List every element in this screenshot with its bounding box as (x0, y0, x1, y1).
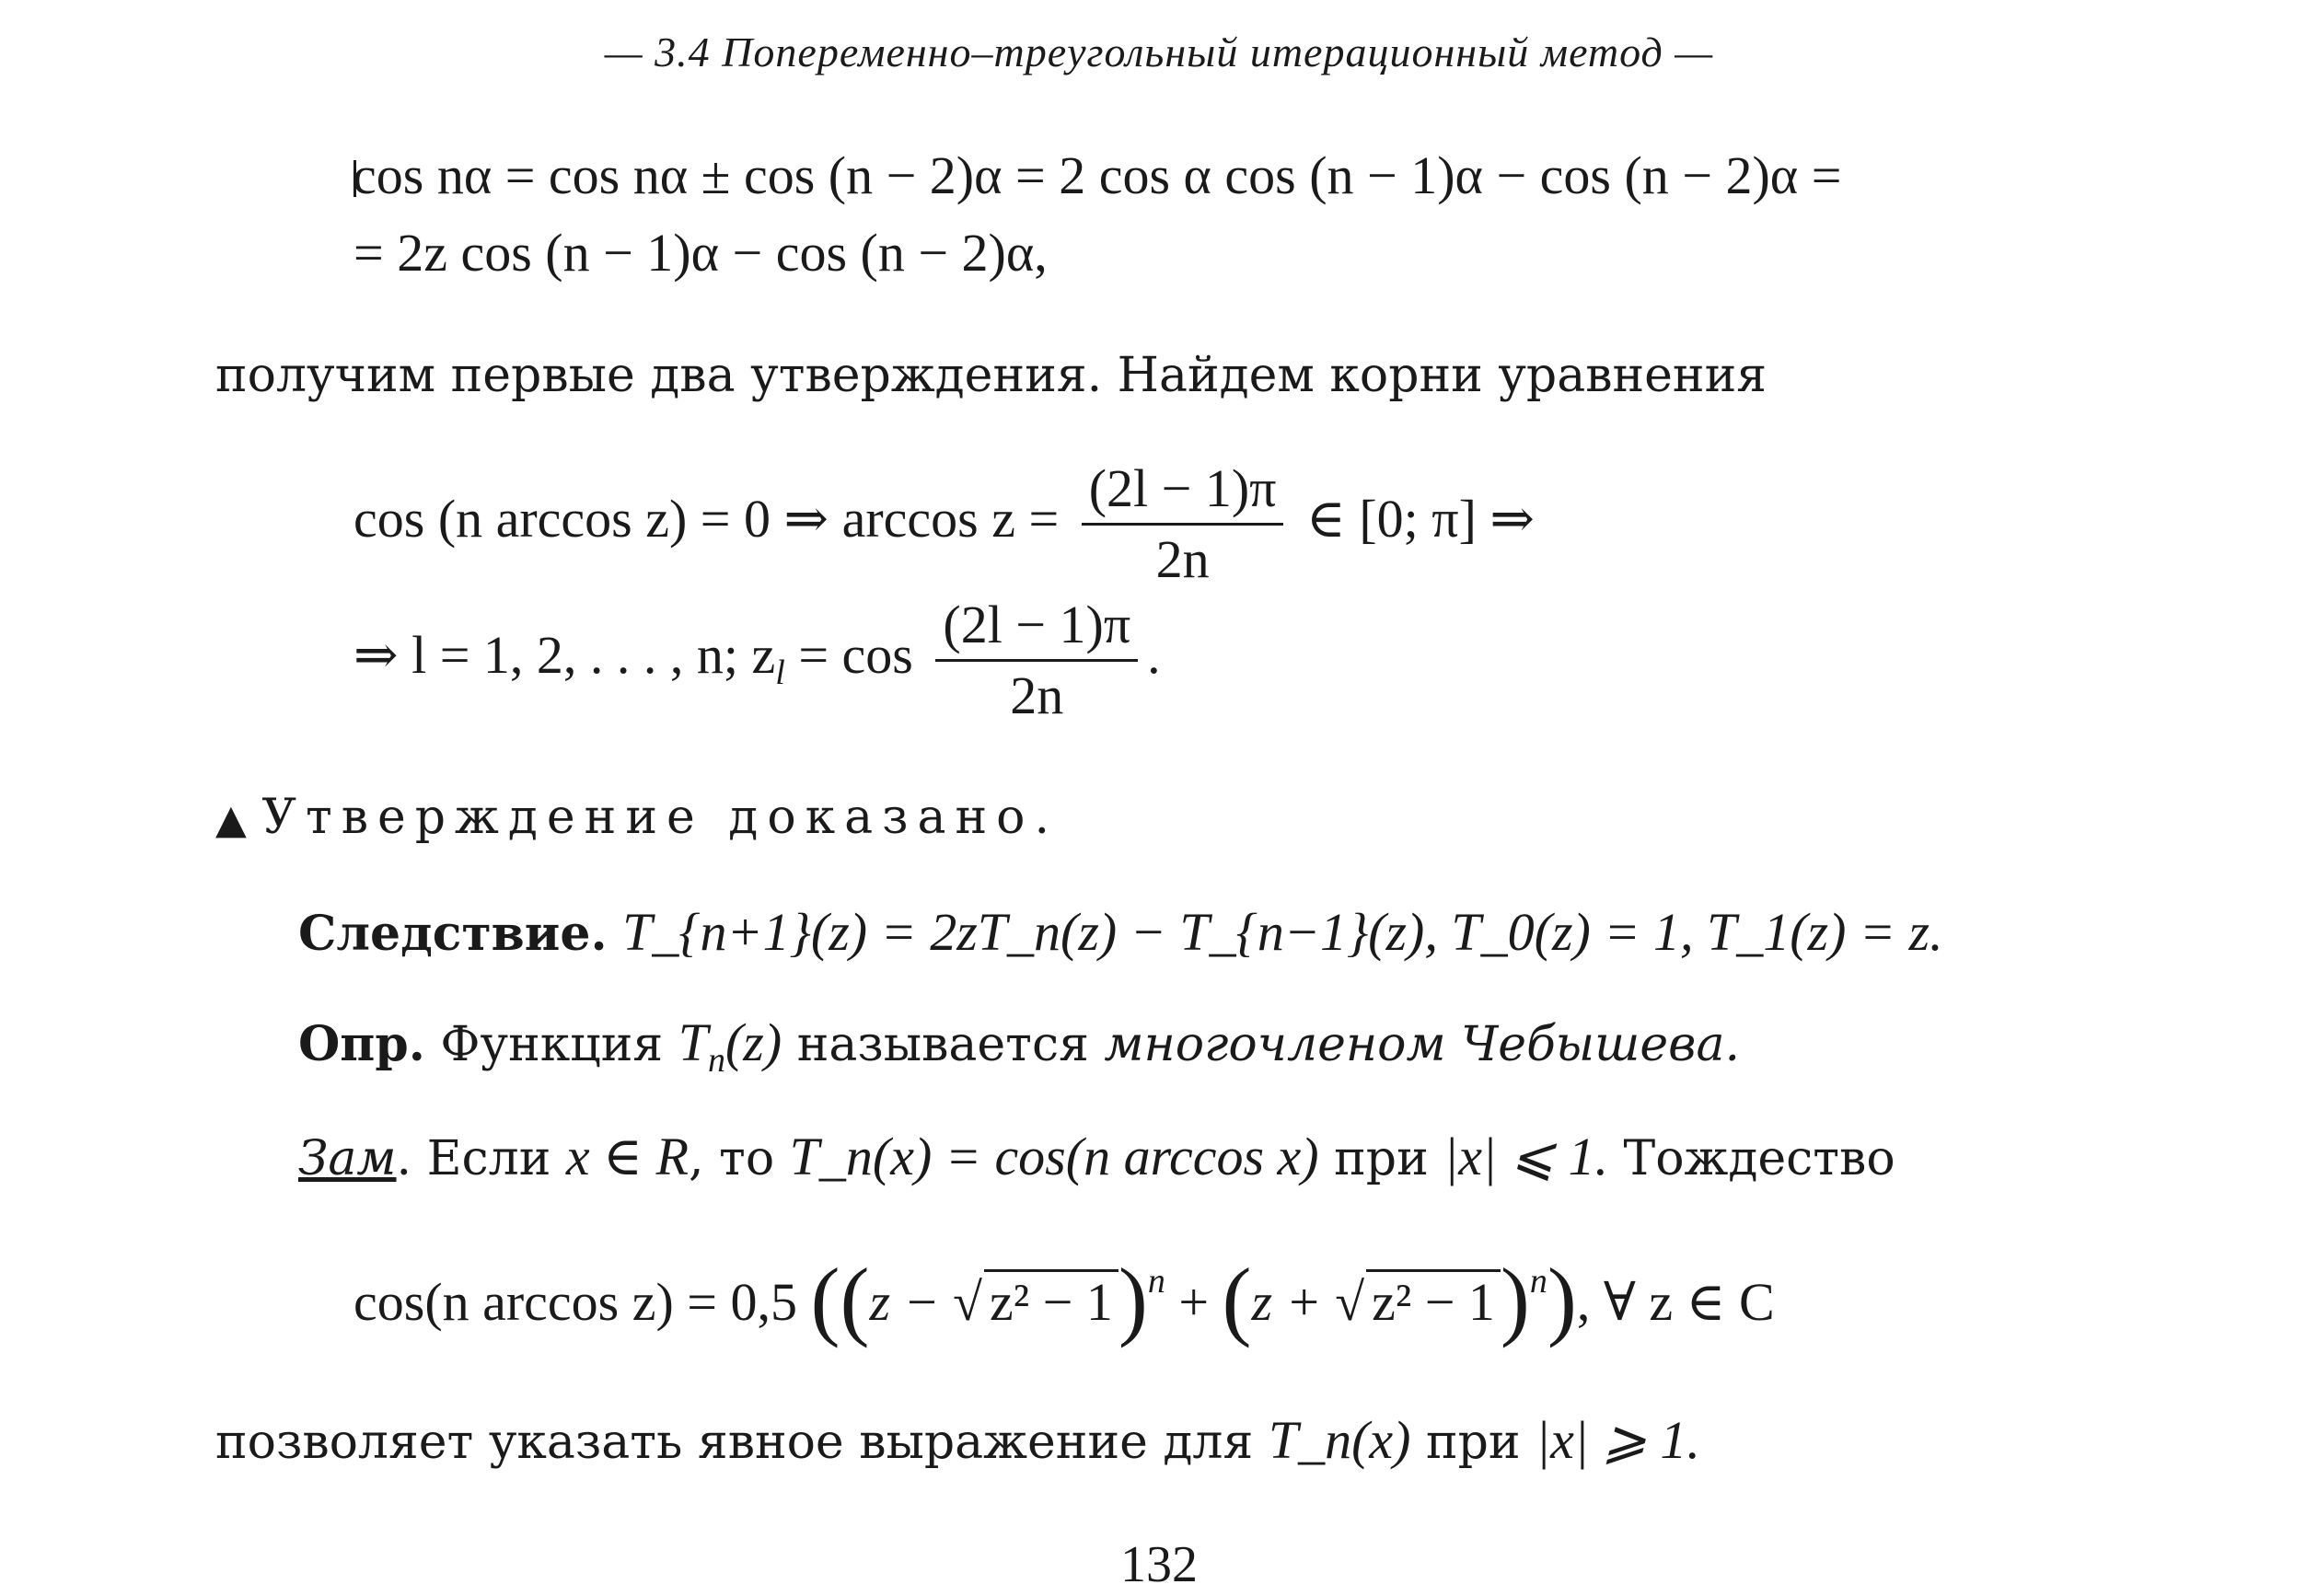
formula-2-subscript: l (775, 653, 785, 692)
inner-paren-close-2: ) (1500, 1250, 1530, 1348)
inner-paren-open-2: ( (1222, 1250, 1252, 1348)
fraction-1-numerator: (2l − 1)π (1082, 462, 1284, 526)
remark-text-1: Если (426, 1131, 551, 1186)
remark-math-2: T_n(x) = cos(n arccos x) (789, 1127, 1319, 1186)
formula-2-left: cos (n arccos z) = 0 ⇒ arccos z = (353, 488, 1060, 549)
remark-label-dot: . (396, 1131, 412, 1186)
formula-3-radicand-2: z² − 1 (1366, 1269, 1501, 1329)
running-header: — 3.4 Попеременно–треугольный итерационный метод — (604, 29, 1714, 75)
formula-3-exponent-2: n (1529, 1262, 1547, 1301)
formula-3-radicand-1: z² − 1 (984, 1269, 1118, 1329)
page-number: 132 (1120, 1536, 1198, 1593)
formula-2-line-2-left: ⇒ l = 1, 2, . . . , n; z (353, 624, 776, 685)
remark-math-1: x ∈ R (565, 1127, 689, 1186)
definition (298, 1012, 1740, 1080)
formula-2-line-2-mid: = cos (784, 624, 913, 685)
formula-1-line-1-text: cos nα = cos nα ± cos (n − 2)α = 2 cos α cos (n − 1)α − cos (n − 2)α = (353, 145, 1842, 205)
formula-3-exponent-1: n (1147, 1262, 1165, 1301)
remark (298, 1127, 1895, 1186)
fraction-2 (935, 595, 1138, 725)
remark-label: Зам (298, 1131, 397, 1186)
remark-text-2: , то (689, 1131, 775, 1186)
formula-3-plus: + (1178, 1272, 1210, 1332)
definition-term-name: многочленом Чебышева. (1104, 1017, 1740, 1072)
formula-3-term-1: z − (869, 1272, 940, 1332)
remark-math-3: |x| ⩽ 1. (1443, 1127, 1609, 1186)
proof-end-text: Утверждение доказано. (261, 790, 1059, 845)
outer-paren-open: (( (810, 1250, 870, 1348)
paragraph-2 (215, 1410, 1700, 1470)
definition-text-before: Функция (440, 1017, 664, 1072)
definition-text-mid: называется (796, 1017, 1089, 1072)
definition-term-sub: n (707, 1041, 725, 1080)
formula-3-left: cos(n arccos z) = 0,5 (353, 1272, 798, 1332)
fraction-2-denominator: 2n (1010, 665, 1064, 725)
formula-2-right: ∈ [0; π] ⇒ (1305, 488, 1535, 549)
outer-paren-close: ) (1547, 1250, 1577, 1348)
fraction-2-numerator: (2l − 1)π (935, 598, 1138, 662)
definition-term (678, 1012, 782, 1080)
proof-end (215, 790, 1059, 845)
paragraph-1: получим первые два утверждения. Найдем корни уравнения (215, 348, 1767, 403)
fraction-1 (1082, 458, 1284, 589)
remark-text-3: при (1334, 1131, 1429, 1186)
paragraph-2-text-2: при (1425, 1415, 1521, 1470)
definition-term-func: T (678, 1012, 708, 1072)
paragraph-2-text-1: позволяет указать явное выражение для (215, 1415, 1254, 1470)
paragraph-2-math-1: T_n(x) (1268, 1410, 1411, 1470)
formula-2-line-1 (353, 458, 1535, 589)
corollary (298, 902, 1943, 962)
fraction-1-denominator: 2n (1155, 529, 1210, 589)
formula-1-line-1 (353, 145, 1842, 205)
formula-3: cos(n arccos z) = 0,5 ((z − √ z² − 1)$^n$ + (z + √ z² − 1)$^n$), ∀ z ∈ C (353, 1250, 1775, 1348)
definition-term-arg: (z) (724, 1012, 782, 1072)
definition-label: Опр. (298, 1016, 425, 1072)
formula-2-line-2 (353, 595, 1161, 725)
formula-3-tail: , ∀ z ∈ C (1576, 1272, 1775, 1332)
remark-text-4: Тождество (1623, 1131, 1895, 1186)
formula-1-line-2: = 2z cos (n − 1)α − cos (n − 2)α, (353, 223, 1048, 283)
corollary-label: Следствие. (298, 906, 608, 962)
formula-3-term-2: z + (1251, 1272, 1322, 1332)
paragraph-2-math-2: |x| ⩾ 1. (1536, 1410, 1700, 1470)
proof-end-icon: ▲ (215, 796, 247, 843)
corollary-formula: T_{n+1}(z) = 2zT_n(z) − T_{n−1}(z), T_0(z) = 1, T_1(z) = z. (622, 902, 1943, 962)
formula-2-line-2-end: . (1147, 624, 1161, 685)
inner-paren-close-1: ) (1118, 1250, 1148, 1348)
